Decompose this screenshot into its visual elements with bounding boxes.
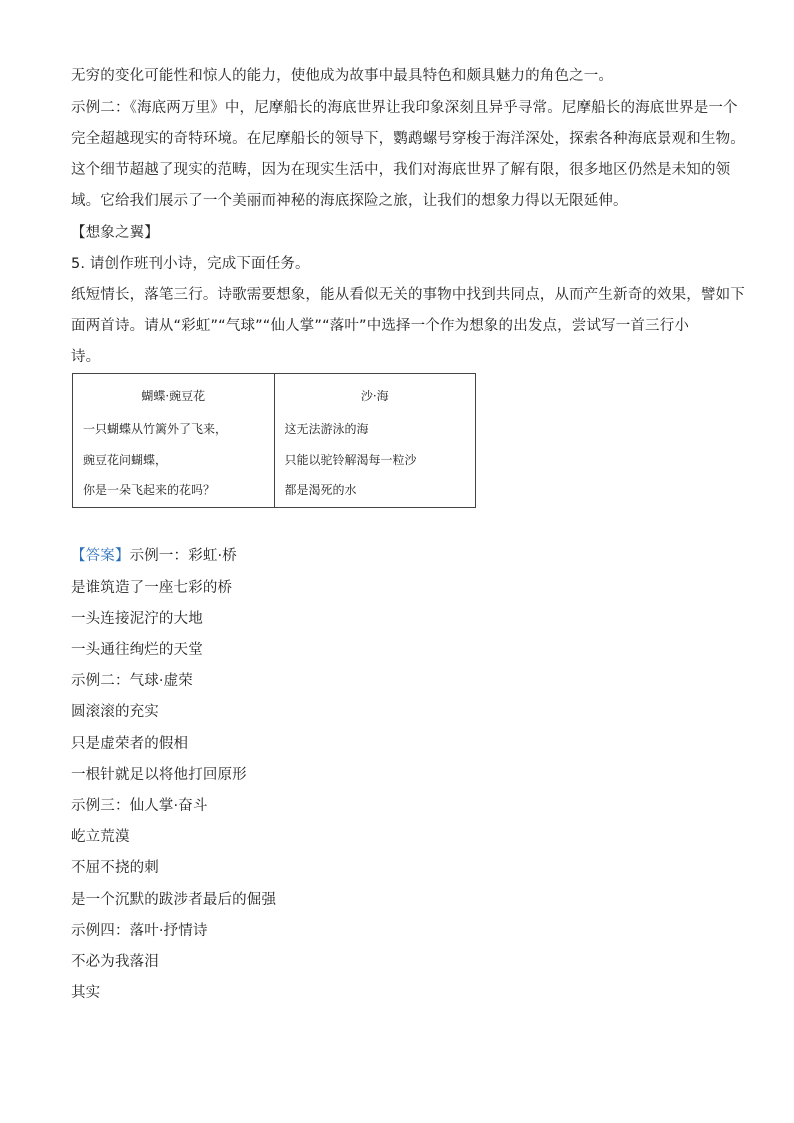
paragraph-line: 完全超越现实的奇特环境。在尼摩船长的领导下，鹦鹉螺号穿梭于海洋深处，探索各种海底景观和生物。 <box>71 131 745 147</box>
answer-tag: 【答案】 <box>71 548 130 564</box>
poem-title: 沙·海 <box>360 389 389 403</box>
paragraph-line: 无穷的变化可能性和惊人的能力，使他成为故事中最具特色和颇具魅力的角色之一。 <box>71 68 614 84</box>
answer-line: 示例三：仙人掌·奋斗 <box>71 798 208 814</box>
answer-line: 示例二：气球·虚荣 <box>71 673 193 689</box>
answer-line: 一头通往绚烂的天堂 <box>71 642 203 658</box>
paragraph-line: 示例二：《海底两万里》中，尼摩船长的海底世界让我印象深刻且异乎寻常。尼摩船长的海底世界是一个 <box>71 100 738 116</box>
section-heading: 【想象之翼】 <box>71 225 159 241</box>
poem-line: 你是一朵飞起来的花吗？ <box>83 483 216 497</box>
answer-line: 只是虚荣者的假相 <box>71 736 189 752</box>
paragraph-line: 纸短情长，落笔三行。诗歌需要想象，能从看似无关的事物中找到共同点，从而产生新奇的效果，譬如下 <box>71 287 745 303</box>
answer-line <box>71 546 731 566</box>
poem-line: 这无法游泳的海 <box>284 422 369 436</box>
paragraph-line: 诗。 <box>71 349 101 365</box>
answer-line: 圆滚滚的充实 <box>71 704 159 720</box>
paragraph-line: 面两首诗。请从“彩虹”“气球”“仙人掌”“落叶”中选择一个作为想象的出发点，尝试写一首三行小 <box>71 318 689 334</box>
poem-cell-left <box>73 374 275 508</box>
answer-line: 是谁筑造了一座七彩的桥 <box>71 580 233 596</box>
poem-table <box>72 373 476 508</box>
answer-line: 不屈不挠的刺 <box>71 860 159 876</box>
answer-line: 屹立荒漠 <box>71 829 130 845</box>
poem-line: 都是渴死的水 <box>284 483 357 497</box>
answer-first-line: 示例一：彩虹·桥 <box>129 548 237 564</box>
answer-line: 示例四：落叶·抒情诗 <box>71 923 208 939</box>
answer-line: 其实 <box>71 985 101 1001</box>
poem-line: 一只蝴蝶从竹篱外了飞来， <box>83 422 228 436</box>
paragraph-line: 域。它给我们展示了一个美丽而神秘的海底探险之旅，让我们的想象力得以无限延伸。 <box>71 193 628 209</box>
poem-line: 豌豆花问蝴蝶， <box>83 453 168 467</box>
answer-line: 一根针就足以将他打回原形 <box>71 767 247 783</box>
poem-line: 只能以驼铃解渴每一粒沙 <box>284 453 417 467</box>
poem-cell-right <box>274 374 476 508</box>
poem-title: 蝴蝶·豌豆花 <box>141 389 206 403</box>
answer-line: 一头连接泥泞的大地 <box>71 611 203 627</box>
paragraph-line: 这个细节超越了现实的范畴，因为在现实生活中，我们对海底世界了解有限，很多地区仍然是未知的领 <box>71 162 731 178</box>
answer-line: 是一个沉默的跋涉者最后的倔强 <box>71 892 277 908</box>
answer-line: 不必为我落泪 <box>71 954 159 970</box>
question-prompt: 5. 请创作班刊小诗，完成下面任务。 <box>71 256 310 272</box>
